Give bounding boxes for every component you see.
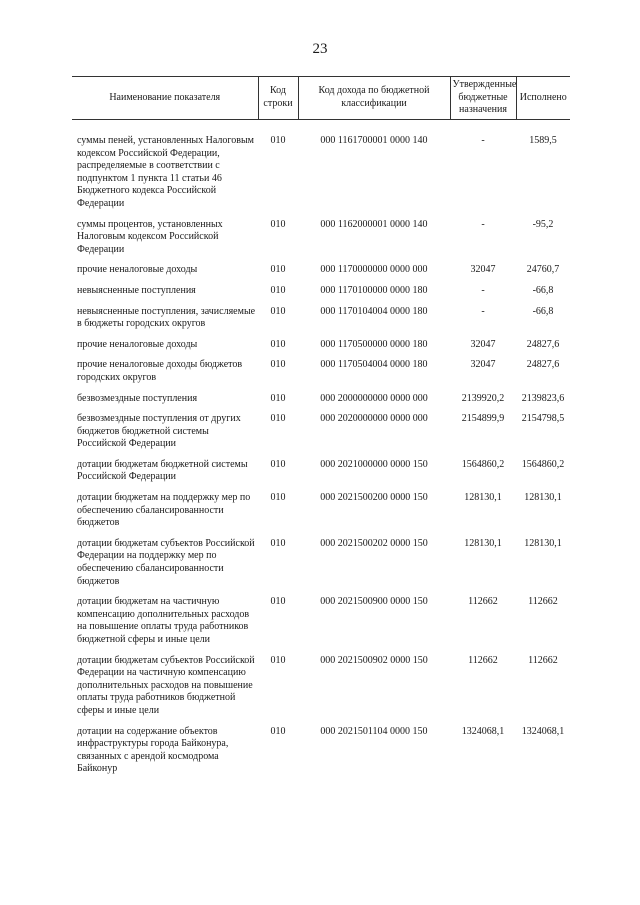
- table-row: [72, 492, 570, 538]
- cell-executed: -66,8: [532, 305, 554, 317]
- table-row: [72, 219, 570, 265]
- table-row: [72, 413, 570, 459]
- cell-approved: 2154899,9: [461, 413, 505, 425]
- header-executed: Исполнено: [516, 77, 570, 120]
- cell-row-code: 010: [270, 218, 286, 230]
- cell-approved: 128130,1: [464, 537, 502, 549]
- table-row: [72, 264, 570, 285]
- header-income-code: Код дохода по бюджетной классификации: [298, 77, 450, 120]
- cell-row-code: 010: [270, 264, 286, 276]
- cell-income-code: 000 1170000000 0000 000: [320, 264, 428, 276]
- cell-income-code: 000 2021000000 0000 150: [320, 458, 428, 470]
- cell-row-code: 010: [270, 596, 286, 608]
- table-row: [72, 726, 570, 784]
- cell-approved: -: [481, 305, 485, 317]
- table-row: [72, 306, 570, 339]
- cell-income-code: 000 2021500900 0000 150: [320, 596, 428, 608]
- cell-income-code: 000 1170504004 0000 180: [320, 359, 428, 371]
- cell-executed: -95,2: [532, 218, 554, 230]
- table-row: [72, 596, 570, 654]
- cell-income-code: 000 1162000001 0000 140: [320, 218, 428, 230]
- cell-income-code: 000 2021501104 0000 150: [320, 725, 428, 737]
- cell-income-code: 000 2000000000 0000 000: [320, 392, 428, 404]
- cell-executed: 2139823,6: [521, 392, 565, 404]
- table-row: [72, 393, 570, 414]
- cell-income-code: 000 2021500902 0000 150: [320, 654, 428, 666]
- cell-row-code: 010: [270, 392, 286, 404]
- cell-executed: 24827,6: [526, 359, 560, 371]
- cell-row-code: 010: [270, 135, 286, 146]
- cell-executed: 1324068,1: [521, 725, 565, 737]
- cell-row-code: 010: [270, 458, 286, 470]
- cell-name: прочие неналоговые доходы бюджетов городских округов: [77, 359, 243, 383]
- cell-name: прочие неналоговые доходы: [77, 338, 198, 350]
- cell-income-code: 000 2020000000 0000 000: [320, 413, 428, 425]
- cell-income-code: 000 1170500000 0000 180: [320, 338, 428, 350]
- table-row: [72, 285, 570, 306]
- table-row: [72, 459, 570, 492]
- cell-name: дотации бюджетам на частичную компенсацию дополнительных расходов на повышение оплаты труда работников бюджетной сферы и иные цели: [77, 596, 250, 645]
- cell-executed: 1589,5: [529, 135, 557, 146]
- cell-row-code: 010: [270, 413, 286, 425]
- page-number: 23: [312, 41, 328, 57]
- cell-name: суммы пеней, установленных Налоговым кодексом Российской Федерации, распределяемые в соответствии с подпунктом 1 пункта 11 статьи 46 Бюджетного кодекса Российской Федерации: [77, 135, 255, 209]
- cell-name: суммы процентов, установленных Налоговым кодексом Российской Федерации: [77, 218, 223, 255]
- cell-name: дотации бюджетам бюджетной системы Российской Федерации: [77, 458, 248, 483]
- cell-name: дотации бюджетам субъектов Российской Федерации на частичную компенсацию дополнительных расходов на повышение оплаты труда работников бюджетной сферы и иные цели: [77, 654, 255, 716]
- cell-executed: 128130,1: [524, 537, 562, 549]
- cell-income-code: 000 2021500202 0000 150: [320, 537, 428, 549]
- cell-approved: 1324068,1: [461, 725, 505, 737]
- cell-row-code: 010: [270, 305, 286, 317]
- cell-name: дотации бюджетам на поддержку мер по обеспечению сбалансированности бюджетов: [77, 492, 251, 529]
- cell-approved: 112662: [468, 596, 498, 608]
- table-row: [72, 339, 570, 360]
- cell-executed: 24760,7: [526, 264, 560, 276]
- cell-approved: 32047: [470, 359, 496, 371]
- table-row: [72, 120, 570, 219]
- cell-approved: 32047: [470, 338, 496, 350]
- table-row: [72, 359, 570, 392]
- header-approved: Утвержденные бюджетные назначения: [450, 77, 516, 120]
- cell-approved: 112662: [468, 654, 498, 666]
- cell-name: невыясненные поступления, зачисляемые в бюджеты городских округов: [77, 305, 256, 330]
- cell-income-code: 000 1161700001 0000 140: [320, 135, 428, 146]
- cell-approved: 32047: [470, 264, 496, 276]
- cell-name: дотации бюджетам субъектов Российской Федерации на поддержку мер по обеспечению сбалансированности бюджетов: [77, 537, 255, 587]
- cell-approved: -: [481, 284, 485, 296]
- cell-row-code: 010: [270, 359, 286, 371]
- cell-row-code: 010: [270, 284, 286, 296]
- cell-income-code: 000 1170104004 0000 180: [320, 305, 428, 317]
- cell-row-code: 010: [270, 492, 286, 504]
- cell-row-code: 010: [270, 537, 286, 549]
- table-row: [72, 655, 570, 726]
- cell-approved: 1564860,2: [461, 458, 505, 470]
- cell-name: безвозмездные поступления: [77, 392, 198, 404]
- table-header: [72, 77, 570, 120]
- cell-row-code: 010: [270, 725, 286, 737]
- cell-income-code: 000 1170100000 0000 180: [320, 284, 428, 296]
- cell-approved: 128130,1: [464, 492, 502, 504]
- cell-approved: -: [481, 135, 485, 146]
- cell-row-code: 010: [270, 654, 286, 666]
- cell-approved: -: [481, 218, 485, 230]
- table-row: [72, 538, 570, 596]
- cell-executed: 1564860,2: [521, 458, 565, 470]
- income-table: [72, 76, 570, 784]
- header-name: Наименование показателя: [72, 77, 258, 120]
- cell-name: безвозмездные поступления от других бюджетов бюджетной системы Российской Федерации: [77, 413, 241, 450]
- cell-name: прочие неналоговые доходы: [77, 264, 198, 276]
- cell-executed: -66,8: [532, 284, 554, 296]
- cell-income-code: 000 2021500200 0000 150: [320, 492, 428, 504]
- cell-executed: 128130,1: [524, 492, 562, 504]
- table-body: [72, 120, 570, 784]
- cell-name: невыясненные поступления: [77, 284, 196, 296]
- cell-executed: 24827,6: [526, 338, 560, 350]
- cell-name: дотации на содержание объектов инфраструктуры города Байконура, связанных с арендой космодрома Байконур: [77, 725, 229, 775]
- cell-row-code: 010: [270, 338, 286, 350]
- cell-executed: 112662: [528, 654, 558, 666]
- header-row-code: Код строки: [258, 77, 298, 120]
- cell-approved: 2139920,2: [461, 392, 505, 404]
- cell-executed: 2154798,5: [521, 413, 565, 425]
- cell-executed: 112662: [528, 596, 558, 608]
